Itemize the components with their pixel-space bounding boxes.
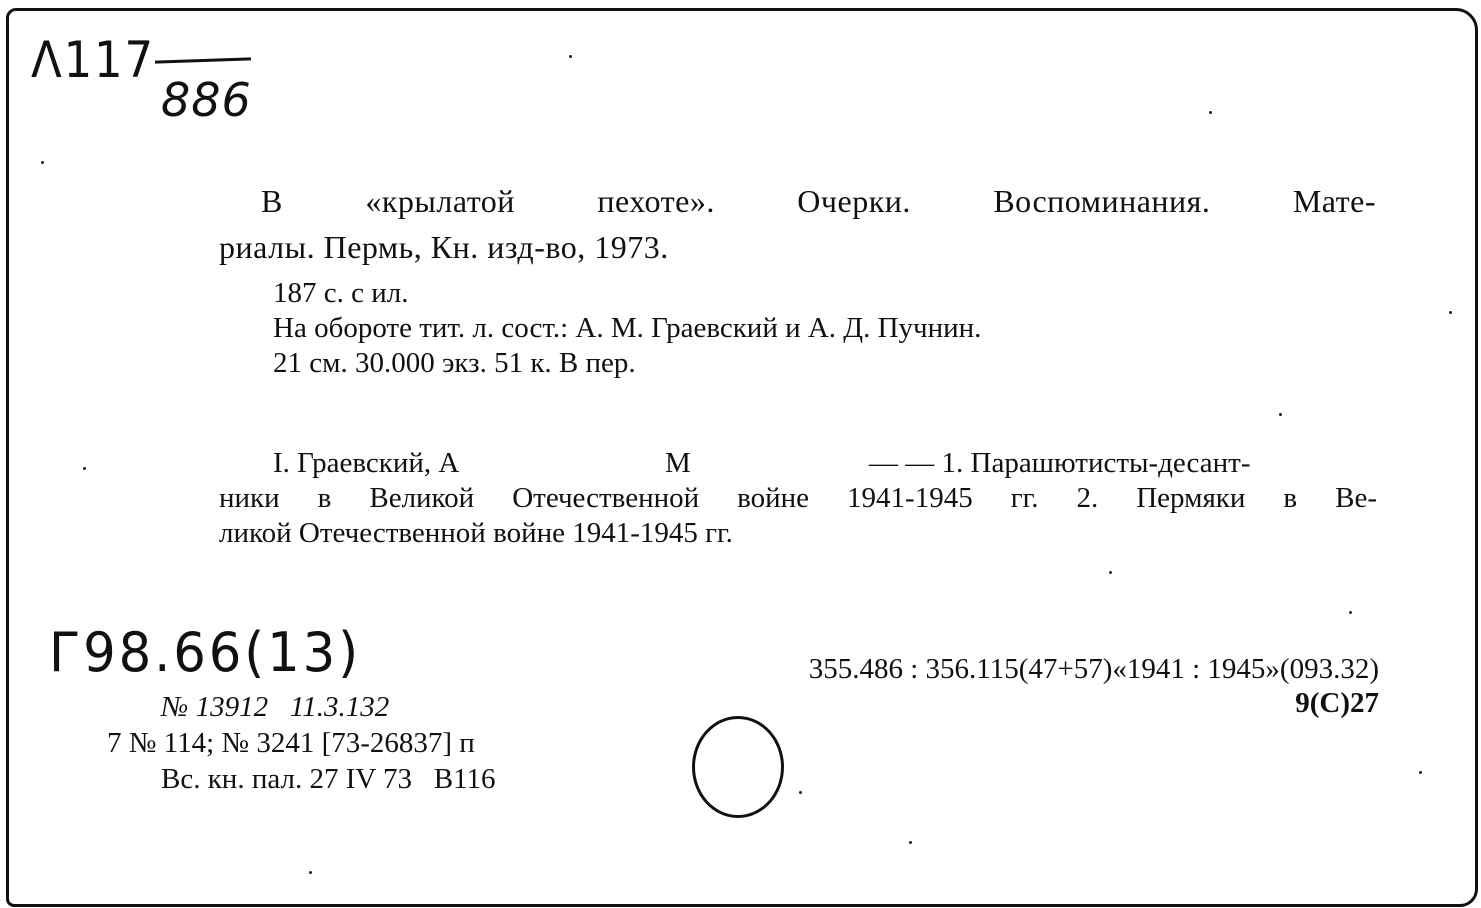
entry-title-line-2: риалы. Пермь, Кн. изд-во, 1973. bbox=[219, 229, 669, 265]
speckle bbox=[1349, 611, 1352, 614]
entry-compilers: На обороте тит. л. сост.: А. М. Граевский и А. Д. Пучнин. bbox=[273, 312, 982, 344]
handwritten-classification: Г98.66(13) bbox=[49, 621, 361, 684]
tracing-line-3: ликой Отечественной войне 1941-1945 гг. bbox=[219, 517, 733, 549]
punch-hole-circle bbox=[692, 716, 784, 818]
speckle bbox=[41, 161, 44, 164]
speckle bbox=[799, 791, 802, 794]
catalog-card bbox=[6, 8, 1478, 907]
bbk-code: 9(С)27 bbox=[1295, 687, 1379, 719]
speckle bbox=[309, 871, 312, 874]
handwritten-shelf-number: 886 bbox=[161, 73, 252, 127]
tracing-subject-1-start: — — 1. Парашютисты-десант- bbox=[869, 447, 1251, 479]
book-chamber-note: Вс. кн. пал. 27 IV 73 В116 bbox=[161, 763, 496, 795]
speckle bbox=[1449, 311, 1452, 314]
handwritten-shelf-mark: Λ117 bbox=[31, 31, 155, 89]
tracing-author-initial: М bbox=[665, 447, 691, 479]
registry-number: № 13912 11.3.132 bbox=[161, 691, 390, 723]
speckle bbox=[1279, 413, 1282, 416]
udc-code: 355.486 : 356.115(47+57)«1941 : 1945»(093.32) bbox=[808, 653, 1379, 685]
shelf-mark-fraction-bar bbox=[155, 57, 251, 63]
tracing-author: I. Граевский, А bbox=[273, 447, 460, 479]
entry-title-line-1: В «крылатой пехоте». Очерки. Воспоминания. Мате- bbox=[261, 183, 1376, 219]
entry-pages: 187 с. с ил. bbox=[273, 277, 409, 309]
speckle bbox=[569, 55, 572, 58]
speckle bbox=[1419, 771, 1422, 774]
entry-physical-description: 21 см. 30.000 экз. 51 к. В пер. bbox=[273, 347, 636, 379]
speckle bbox=[909, 841, 912, 844]
speckle bbox=[83, 467, 86, 470]
speckle bbox=[1209, 111, 1212, 114]
registry-order: 7 № 114; № 3241 [73-26837] п bbox=[107, 727, 475, 759]
speckle bbox=[1109, 571, 1112, 574]
tracing-line-2: ники в Великой Отечественной войне 1941-1945 гг. 2. Пермяки в Ве- bbox=[219, 482, 1377, 514]
